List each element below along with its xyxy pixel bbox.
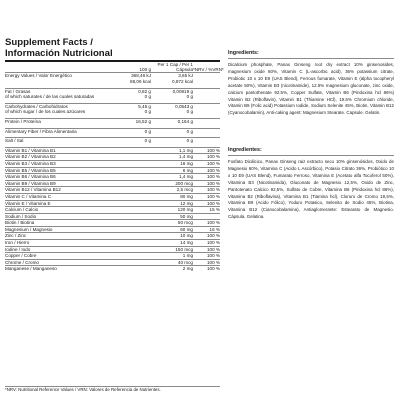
nutrient-row xyxy=(5,160,220,167)
nutrient-per-100g xyxy=(117,259,151,266)
nutrient-name: Vitamin B12 / Vitamina B12 xyxy=(5,187,117,194)
header-col1 xyxy=(5,62,117,73)
nutrient-nrv: 15 % xyxy=(193,207,220,214)
ingredients-english xyxy=(228,50,394,117)
nutrient-per-100g xyxy=(117,187,151,194)
nutrient-name: Manganese / Manganeso xyxy=(5,266,117,272)
table-header-row xyxy=(5,62,220,73)
nutrient-per-100g xyxy=(117,246,151,253)
nutrient-row xyxy=(5,253,220,260)
nutrient-nrv: 100 % xyxy=(193,246,220,253)
fat-label: Fat / Grasas xyxy=(5,88,117,94)
nutrient-per-100g xyxy=(117,220,151,227)
ingredients-spanish xyxy=(228,147,394,221)
nutrient-per-capsule: 14 mg xyxy=(151,240,193,247)
nutrient-name: Vitamin E / Vitamina E xyxy=(5,200,117,207)
nutrient-nrv xyxy=(193,213,220,220)
fat-cap: 0,00819 g xyxy=(151,88,193,94)
nutrient-row xyxy=(5,246,220,253)
nutrient-name: Vitamin B5 / Vitamina B5 xyxy=(5,167,117,174)
nutrient-name: Vitamin B2 / Vitamina B2 xyxy=(5,154,117,161)
nutrient-nrv: 100 % xyxy=(193,200,220,207)
nutrient-nrv: 100 % xyxy=(193,187,220,194)
nutrient-nrv: 100 % xyxy=(193,193,220,200)
nutrient-per-capsule: 80 mg xyxy=(151,193,193,200)
header-per-100g: 100 g xyxy=(139,67,151,72)
nutrient-per-100g xyxy=(117,193,151,200)
protein-cap: 0,164 g xyxy=(151,118,193,124)
nutrient-per-capsule: 10 mg xyxy=(151,233,193,240)
nutrient-row xyxy=(5,266,220,272)
nutrient-nrv: 100 % xyxy=(193,220,220,227)
nutrient-per-capsule: 2,5 mcg xyxy=(151,187,193,194)
fiber-label: Alimentary Fiber / Fibra Alimentaria xyxy=(5,128,117,134)
nutrient-nrv: 100 % xyxy=(193,154,220,161)
nutrient-row xyxy=(5,200,220,207)
carbs-label: Carbohydrates / Carbohidratos xyxy=(5,103,117,109)
nutrient-name: Sodium / Sodio xyxy=(5,213,117,220)
nutrient-name: Vitamin B9 / Vitamina B9 xyxy=(5,180,117,187)
nutrient-name: Iodine / Iodo xyxy=(5,246,117,253)
salt-cap: 0 g xyxy=(151,138,193,144)
carbs-100g: 5,45 g xyxy=(117,103,151,109)
nutrient-per-capsule: 40 mcg xyxy=(151,259,193,266)
ingredients-text-english: Dicalcium phosphate, Panax Ginseng root dry extract 10% ginsenosides, magnesium oxide 60%, Vitamin C (L-ascorbic acid), 36% potassium citrate, Probiotic 10 x 10 E9 (UAS Blend), Ferrous fumarate, Vitamin E (alpha tocopheryl acetate 50%), Vitamin B3 (nicotinamide), 12.5% magnesium gluconate, zinc oxide, calcium pantothenate 92.5%, Copper Sulfate, Vitamin B6 (Piridoxina hcl 86%) Vitamin B2 (Riboflavin), Vitamin B1 (Thiamine HCl), 19.5% Chromium chloride, Vitamin B9 (Folic acid) Potassium Iodide, Sodium Selenite 45%, Biotin, Vitamin B12 (Cyanocobalamin), Anti-caking agent: Magnesium Stearate. Capsule. Gelatin. xyxy=(228,62,394,116)
nutrient-row xyxy=(5,220,220,227)
energy-cap-kcal: 0,872 kcal xyxy=(172,79,193,84)
ingredients-heading-english: Ingredients: xyxy=(228,50,394,59)
saturates-100g: 0 g xyxy=(144,94,151,100)
nutrient-row xyxy=(5,154,220,161)
nutrient-row xyxy=(5,233,220,240)
nutrient-per-capsule: 150 mcg xyxy=(151,246,193,253)
nutrient-nrv: 100 % xyxy=(193,240,220,247)
nutrient-nrv: 100 % xyxy=(193,147,220,154)
nutrient-per-100g xyxy=(117,180,151,187)
nutrient-per-100g xyxy=(117,240,151,247)
vitamins-minerals-section xyxy=(5,147,220,272)
nutrient-per-100g xyxy=(117,213,151,220)
sugar-cap: 0 g xyxy=(186,109,193,115)
nutrient-per-capsule: 2 mg xyxy=(151,266,193,272)
nutrient-per-capsule: 1,1 mg xyxy=(151,147,193,154)
nutrient-name: Calcium / Calcio xyxy=(5,207,117,214)
nutrition-table xyxy=(5,62,224,272)
ingredients-heading-spanish: Ingredientes: xyxy=(228,147,394,156)
nutrient-nrv: 100 % xyxy=(193,259,220,266)
nutrient-per-capsule: 50 mcg xyxy=(151,220,193,227)
header-per-capsule: Per 1 Cap / Per 1 Cápsula xyxy=(157,62,193,73)
nutrient-per-100g xyxy=(117,200,151,207)
supplement-facts-panel xyxy=(5,37,224,272)
nutrient-per-capsule: 50 mg xyxy=(151,213,193,220)
nutrient-name: Chrome / Cromo xyxy=(5,259,117,266)
nutrient-row xyxy=(5,207,220,214)
protein-100g: 16,52 g xyxy=(117,118,151,124)
energy-100g-kcal: 88,06 kcal xyxy=(130,79,151,84)
nutrient-per-capsule: 12 mg xyxy=(151,200,193,207)
fiber-cap: 0 g xyxy=(151,128,193,134)
nutrient-per-capsule: 120 mg xyxy=(151,207,193,214)
nutrient-row xyxy=(5,193,220,200)
carbs-cap: 0,0543 g xyxy=(151,103,193,109)
nutrient-per-capsule: 200 mcg xyxy=(151,180,193,187)
energy-cap-kj: 3,65 kJ xyxy=(151,73,193,79)
nutrient-per-100g xyxy=(117,167,151,174)
nutrient-nrv: 100 % xyxy=(193,253,220,260)
salt-label: Salt / Sal xyxy=(5,138,117,144)
nutrient-row xyxy=(5,147,220,154)
nutrient-row xyxy=(5,187,220,194)
nutrient-per-capsule: 1,4 mg xyxy=(151,174,193,181)
nutrient-nrv: 100 % xyxy=(193,180,220,187)
nutrient-row xyxy=(5,213,220,220)
nutrient-row xyxy=(5,167,220,174)
nutrient-per-capsule: 60 mg xyxy=(151,226,193,233)
nutrient-nrv: 16 % xyxy=(193,226,220,233)
nutrient-name: Vitamin B3 / Vitamina B3 xyxy=(5,160,117,167)
nutrient-row xyxy=(5,180,220,187)
nutrient-per-100g xyxy=(117,147,151,154)
salt-100g: 0 g xyxy=(117,138,151,144)
nutrient-row xyxy=(5,174,220,181)
energy-100g-kj: 368,46 kJ xyxy=(117,73,151,79)
fat-100g: 0,82 g xyxy=(117,88,151,94)
nutrient-nrv: 100 % xyxy=(193,266,220,272)
nutrient-row xyxy=(5,226,220,233)
nutrient-name: Vitamin C / Vitamina C xyxy=(5,193,117,200)
energy-label: Energy Values / Valor Energético xyxy=(5,73,117,79)
nutrient-name: Vitamin B6 / Vitamina B6 xyxy=(5,174,117,181)
nutrient-nrv: 100 % xyxy=(193,160,220,167)
nutrient-name: Vitamin B1 / Vitamina B1 xyxy=(5,147,117,154)
nutrient-per-capsule: 16 mg xyxy=(151,160,193,167)
protein-label: Protein / Proteína xyxy=(5,118,117,124)
nrv-footnote: *NRV: Nutritional Reference Values / VRN: Valores de Referencia de Nutrientes. xyxy=(5,386,220,393)
sugar-100g: 0 g xyxy=(144,109,151,115)
nutrient-per-capsule: 1,4 mg xyxy=(151,154,193,161)
nutrient-per-100g xyxy=(117,226,151,233)
nutrient-per-capsule: 1 mg xyxy=(151,253,193,260)
nutrient-row xyxy=(5,259,220,266)
nutrient-nrv: 100 % xyxy=(193,174,220,181)
nutrient-per-100g xyxy=(117,207,151,214)
nutrient-per-100g xyxy=(117,253,151,260)
saturates-label: of which saturates / de las cuales saturadas xyxy=(5,94,95,100)
nutrient-row xyxy=(5,240,220,247)
nutrient-per-100g xyxy=(117,174,151,181)
ingredients-text-spanish: Fosfato Dicálcico, Panax Ginseng raiz extracto seco 10% ginsenósidos, Oxido de Magnesio 60%, Vitamina C (Acido L Ascórbico), Potasio Citrato 36%, Probiótico 10 x 10 E9 (UAS Blend), Fumarato Ferroso, Vitamina E (Acetato alfa Tocoferol 50%), Vitamina B3 (Nicotinamida), Gluconato de Magnesio 12,5%, Oxido de Zinc, Pantotenato Calcico 92,5%, Sulfato de Cobre, Vitamina B6 (Piridoxina hcl 86%), Vitamina B2 (Riboflavina), Vitamina B1 (Tiamina hcl), Cloruro de Cromo 19,5%, Vitamina B9 (Acido Fólico), Yoduro Potasico, Selenito de Sodio 45%, Biotina, Vitamina B12 (Cianocobalamina), Antiaglomerante: Estearato de Magnesio. Cápsula. Gelatina. xyxy=(228,159,394,220)
nutrient-per-100g xyxy=(117,160,151,167)
nutrient-nrv: 100 % xyxy=(193,167,220,174)
facts-title-spanish: Información Nutricional xyxy=(5,47,113,59)
nutrient-name: Iron / Hierro xyxy=(5,240,117,247)
saturates-cap: 0 g xyxy=(186,94,193,100)
nutrient-per-100g xyxy=(117,154,151,161)
facts-title-english: Supplement Facts / xyxy=(5,37,93,48)
fiber-100g: 0 g xyxy=(117,128,151,134)
nutrient-name: Biotin / Biotina xyxy=(5,220,117,227)
nutrient-name: Zinc / Zinc xyxy=(5,233,117,240)
nutrient-name: Copper / Cobre xyxy=(5,253,117,260)
nutrient-per-capsule: 6 mg xyxy=(151,167,193,174)
nutrient-name: Magnesium / Magnesio xyxy=(5,226,117,233)
nutrient-per-100g xyxy=(117,266,151,272)
nutrient-per-100g xyxy=(117,233,151,240)
sugar-label: of which sugar / de los cuales azúcares xyxy=(5,109,86,115)
header-nrv: *NRV / %VRN* xyxy=(193,67,224,72)
nutrient-nrv: 100 % xyxy=(193,233,220,240)
